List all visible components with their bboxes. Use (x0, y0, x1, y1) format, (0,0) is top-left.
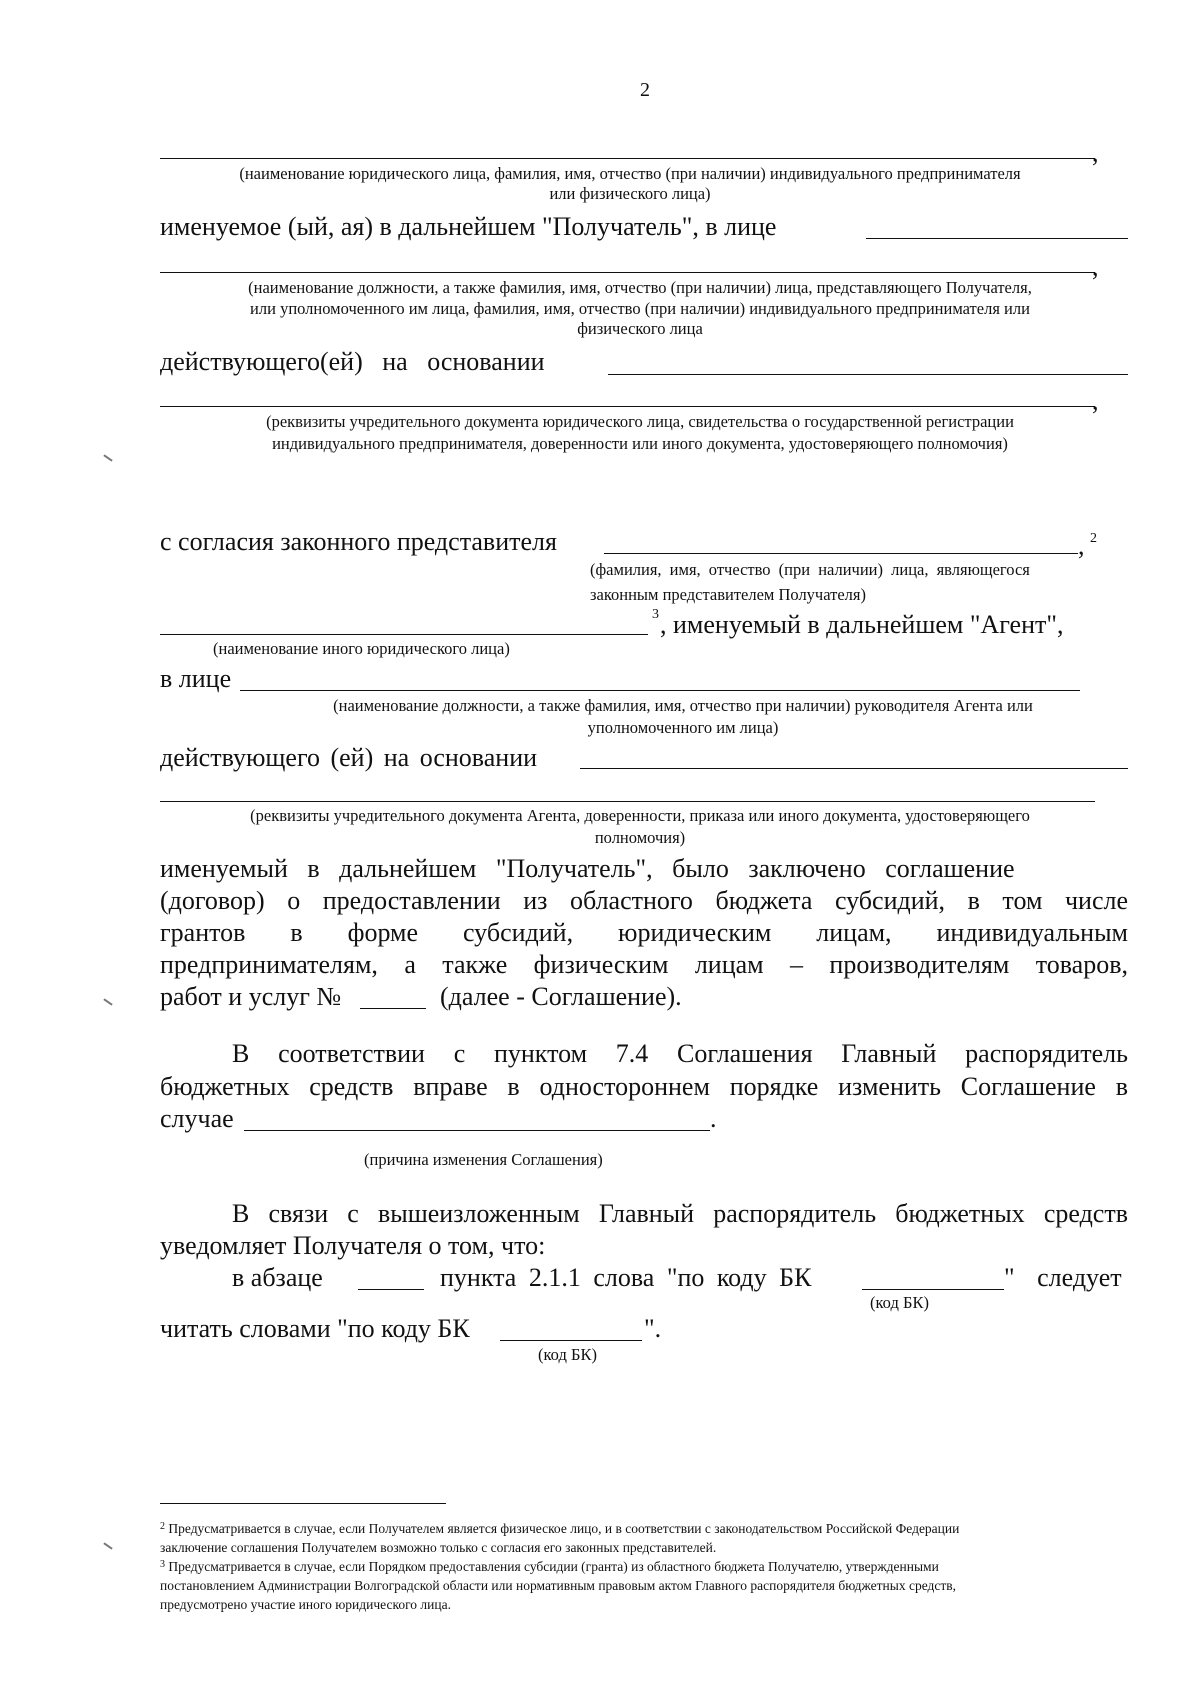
scan-mark (103, 998, 112, 1005)
agreement-line-1: именуемый в дальнейшем "Получатель", было заключено соглашение (160, 854, 1015, 883)
notice-line-4a: читать словами "по коду БК (160, 1314, 470, 1343)
recipient-acting-basis: действующего(ей) на основании (160, 347, 545, 376)
agreement-line-2: (договор) о предоставлении из областного бюджета субсидий, в том числе (160, 886, 1128, 915)
agreement-line-4: предпринимателям, а также физическим лицам – производителям товаров, (160, 950, 1128, 979)
agent-in-person: в лице (160, 664, 232, 693)
agent-requisites-caption: (реквизиты учредительного документа Агента, доверенности, приказа или иного документа, удостоверяющего полномочия) (250, 806, 1030, 847)
footnote-2-cont: заключение соглашения Получателем возможно только с согласия его законных представителей. (160, 1540, 717, 1555)
agent-head-caption: (наименование должности, а также фамилия, имя, отчество при наличии) руководителя Агента или уполномоченного им лица) (333, 696, 1033, 737)
agent-entity-caption: (наименование иного юридического лица) (213, 639, 510, 658)
paragraph-number-line (358, 1289, 424, 1290)
kbk-caption-1: (код БК) (870, 1293, 929, 1312)
kbk-caption-2: (код БК) (538, 1345, 597, 1364)
recipient-named-as: именуемое (ый, ая) в дальнейшем "Получатель", в лице (160, 212, 777, 241)
legal-rep-line (604, 553, 1078, 554)
comma: , (1092, 386, 1099, 415)
notice-line-3b: пункта 2.1.1 слова "по коду БК (440, 1263, 812, 1292)
footnote-3-cont2: предусмотрено участие иного юридического лица. (160, 1597, 451, 1612)
notice-line-1: В связи с вышеизложенным Главный распорядитель бюджетных средств (232, 1199, 1128, 1228)
comma: , (1092, 138, 1099, 167)
scan-mark (103, 454, 112, 461)
agent-named-as: , именуемый в дальнейшем "Агент", (660, 610, 1064, 639)
legal-rep-caption-2: законным представителем Получателя) (590, 585, 866, 604)
footnote-3-cont: постановлением Администрации Волгоградской области или нормативным правовым актом Главного распорядителя бюджетных средств, (160, 1578, 957, 1593)
agent-head-line (240, 690, 1080, 691)
agent-name-line (160, 634, 648, 635)
basis-line (608, 374, 1128, 375)
comma: , (1078, 531, 1085, 560)
legal-rep-caption-1: (фамилия, имя, отчество (при наличии) лица, являющегося (590, 560, 1030, 579)
footnote-3: $^3$ Предусматривается в случае, если Порядком предоставления субсидии (гранта) из областного бюджета Получателю, утвержденными (160, 1559, 939, 1574)
representative-line-2 (160, 272, 1095, 273)
requisites-caption: (реквизиты учредительного документа юридического лица, свидетельства о государственной регистрации индивидуального предпринимателя, доверенности или иного документа, удостоверяющего полномочия) (266, 412, 1014, 453)
recipient-name-caption: (наименование юридического лица, фамилия, имя, отчество (при наличии) индивидуального предпринимателя или физического лица) (239, 164, 1021, 203)
notice-line-4b: ". (644, 1314, 662, 1343)
new-kbk-line (500, 1340, 642, 1341)
footnote-2: $^2$ Предусматривается в случае, если Получателем является физическое лицо, и в соответствии с законодательством Российской Федерации (160, 1521, 960, 1536)
footnote-ref-3: 3 (652, 607, 659, 622)
agreement-line-5b: (далее - Соглашение). (440, 982, 682, 1011)
agreement-line-5a: работ и услуг № (160, 982, 342, 1011)
representative-caption: (наименование должности, а также фамилия, имя, отчество (при наличии) лица, представляющего Получателя, или уполномоченного им лица, фамилия, имя, отчество (при наличии) индивидуального предпринимателя или физического лица (248, 278, 1032, 338)
page-number: 2 (640, 79, 650, 101)
notice-line-2: уведомляет Получателя о том, что: (160, 1231, 546, 1260)
agent-basis-line-2 (160, 801, 1095, 802)
basis-line-2 (160, 406, 1095, 407)
comma: , (1092, 252, 1099, 281)
footnote-ref-2: 2 (1090, 531, 1097, 546)
agreement-number-line (360, 1008, 426, 1009)
change-line-2: бюджетных средств вправе в одностороннем порядке изменить Соглашение в (160, 1072, 1128, 1101)
recipient-name-line (160, 158, 1095, 159)
agent-basis-line (580, 768, 1128, 769)
old-kbk-line (862, 1289, 1004, 1290)
agent-acting-basis: действующего (ей) на основании (160, 743, 538, 772)
notice-line-3c: " следует (1004, 1263, 1122, 1292)
notice-line-3a: в абзаце (232, 1263, 323, 1292)
change-reason-caption: (причина изменения Соглашения) (364, 1150, 603, 1169)
representative-line (866, 238, 1128, 239)
change-reason-line (244, 1130, 710, 1131)
scan-mark (103, 1542, 112, 1549)
consent-text: с согласия законного представителя (160, 527, 557, 556)
change-end: . (710, 1104, 717, 1133)
footnote-separator (160, 1503, 446, 1504)
change-line-1: В соответствии с пунктом 7.4 Соглашения Главный распорядитель (232, 1039, 1128, 1068)
change-line-3: случае (160, 1104, 234, 1133)
agreement-line-3: грантов в форме субсидий, юридическим лицам, индивидуальным (160, 918, 1128, 947)
